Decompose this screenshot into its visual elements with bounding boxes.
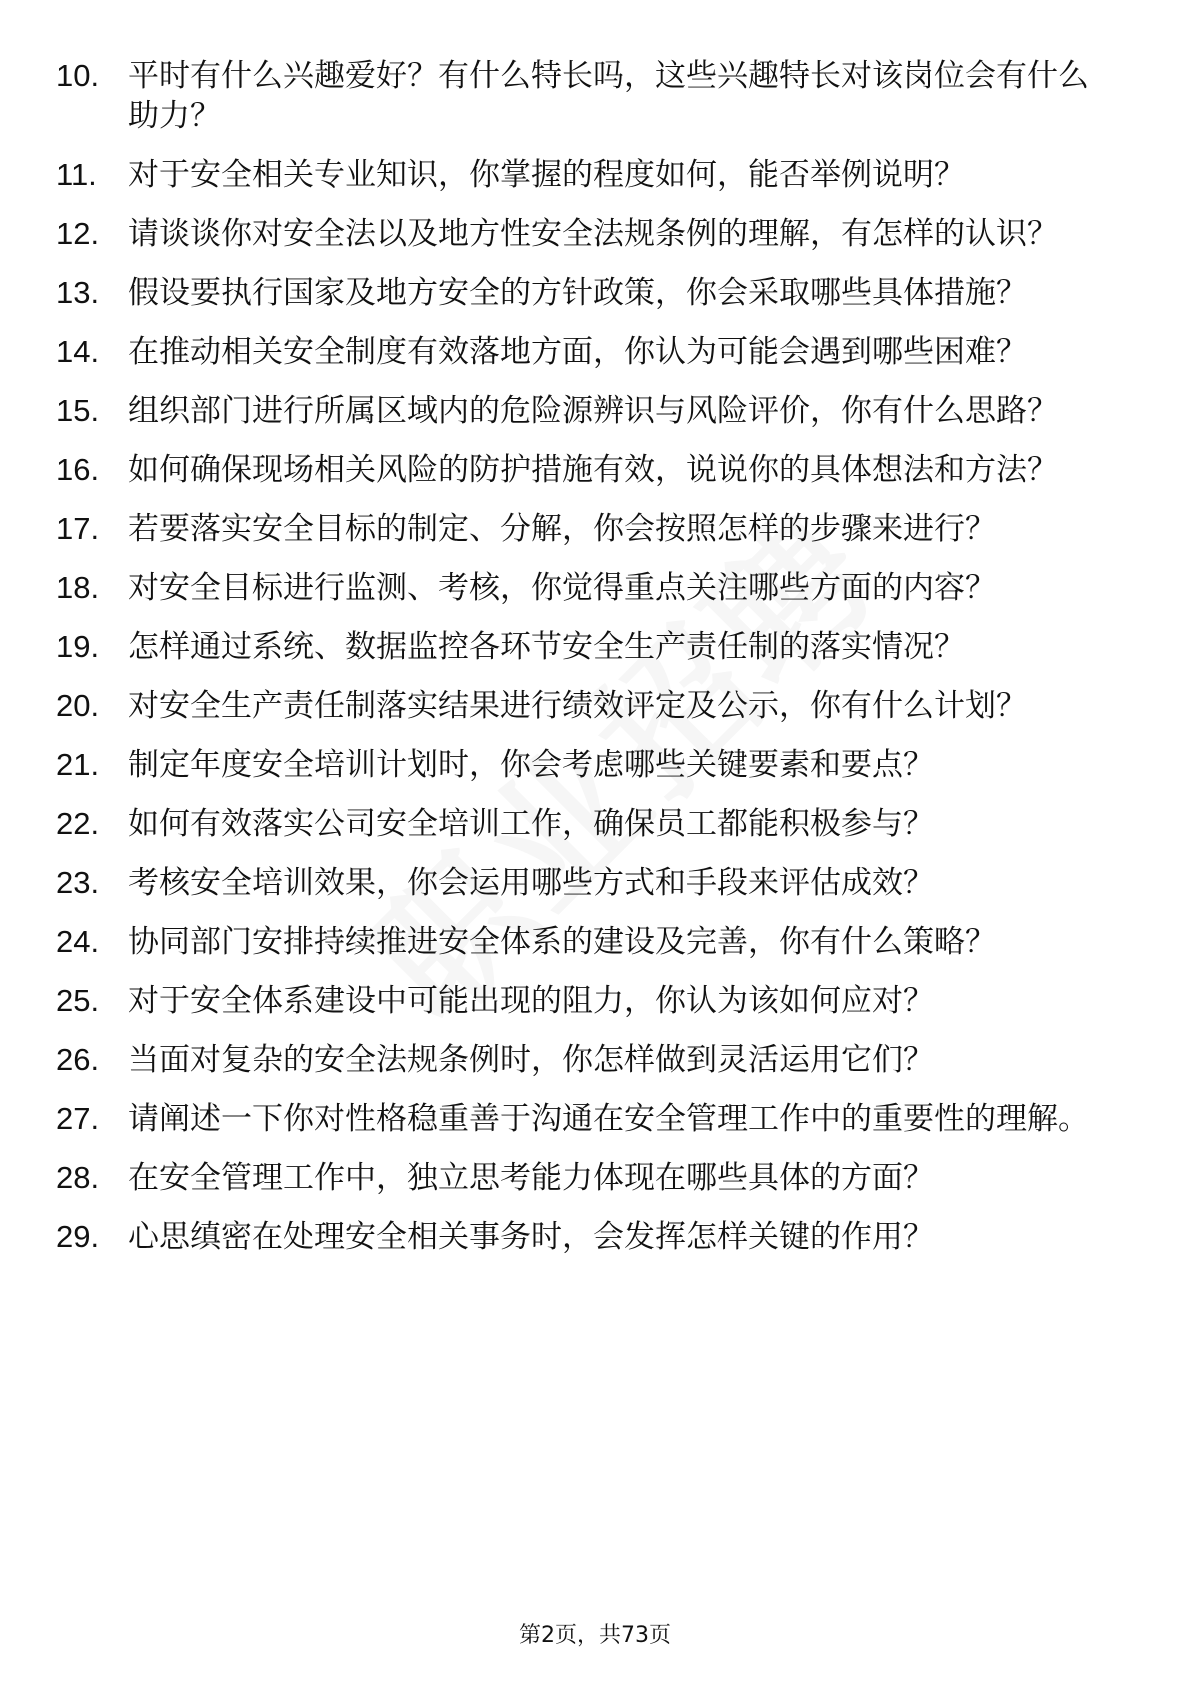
question-text: 对于安全相关专业知识，你掌握的程度如何，能否举例说明？ <box>128 157 965 193</box>
question-number: 23. <box>56 865 100 900</box>
question-text: 请阐述一下你对性格稳重善于沟通在安全管理工作中的重要性的理解。 <box>128 1101 1089 1137</box>
question-number: 13. <box>56 275 100 310</box>
list-item <box>0 804 1190 844</box>
list-item <box>0 450 1190 490</box>
question-number: 24. <box>56 924 100 959</box>
question-text: 组织部门进行所属区域内的危险源辨识与风险评价，你有什么思路？ <box>128 393 1058 429</box>
question-number: 16. <box>56 452 100 487</box>
question-text: 对于安全体系建设中可能出现的阻力，你认为该如何应对？ <box>128 983 934 1019</box>
list-item <box>0 745 1190 785</box>
list-item <box>0 391 1190 431</box>
question-text: 在安全管理工作中，独立思考能力体现在哪些具体的方面？ <box>128 1160 934 1196</box>
question-number: 10. <box>56 58 100 93</box>
list-item <box>0 273 1190 313</box>
question-text: 如何有效落实公司安全培训工作，确保员工都能积极参与？ <box>128 806 934 842</box>
list-item <box>0 686 1190 726</box>
question-number: 14. <box>56 334 100 369</box>
question-number: 22. <box>56 806 100 841</box>
list-item <box>0 1158 1190 1198</box>
question-number: 19. <box>56 629 100 664</box>
list-item <box>0 509 1190 549</box>
question-text: 对安全生产责任制落实结果进行绩效评定及公示，你有什么计划？ <box>128 688 1027 724</box>
list-item <box>0 1040 1190 1080</box>
list-item <box>0 332 1190 372</box>
question-number: 11. <box>56 157 97 192</box>
question-text: 当面对复杂的安全法规条例时，你怎样做到灵活运用它们？ <box>128 1042 934 1078</box>
question-text: 制定年度安全培训计划时，你会考虑哪些关键要素和要点？ <box>128 747 934 783</box>
question-number: 27. <box>56 1101 100 1136</box>
question-number: 17. <box>56 511 100 546</box>
question-list <box>0 56 1190 1276</box>
question-number: 20. <box>56 688 100 723</box>
question-number: 28. <box>56 1160 100 1195</box>
list-item <box>0 1099 1190 1139</box>
question-text: 考核安全培训效果，你会运用哪些方式和手段来评估成效？ <box>128 865 934 901</box>
list-item <box>0 155 1190 195</box>
question-number: 26. <box>56 1042 100 1077</box>
question-text: 平时有什么兴趣爱好？有什么特长吗，这些兴趣特长对该岗位会有什么助力？ <box>128 58 1089 134</box>
list-item <box>0 1217 1190 1257</box>
question-text: 如何确保现场相关风险的防护措施有效，说说你的具体想法和方法？ <box>128 452 1058 488</box>
question-number: 18. <box>56 570 100 605</box>
question-number: 21. <box>56 747 100 782</box>
question-text: 协同部门安排持续推进安全体系的建设及完善，你有什么策略？ <box>128 924 996 960</box>
list-item <box>0 981 1190 1021</box>
list-item <box>0 863 1190 903</box>
question-text: 在推动相关安全制度有效落地方面，你认为可能会遇到哪些困难？ <box>128 334 1027 370</box>
page-number-label: 第2页，共73页 <box>519 1623 671 1648</box>
list-item <box>0 56 1190 136</box>
question-number: 25. <box>56 983 100 1018</box>
list-item <box>0 214 1190 254</box>
question-number: 15. <box>56 393 100 428</box>
question-text: 怎样通过系统、数据监控各环节安全生产责任制的落实情况？ <box>128 629 965 665</box>
question-text: 若要落实安全目标的制定、分解，你会按照怎样的步骤来进行？ <box>128 511 996 547</box>
list-item <box>0 627 1190 667</box>
question-number: 12. <box>56 216 100 251</box>
question-text: 对安全目标进行监测、考核，你觉得重点关注哪些方面的内容？ <box>128 570 996 606</box>
page-footer <box>0 1622 1190 1650</box>
list-item <box>0 568 1190 608</box>
question-text: 心思缜密在处理安全相关事务时，会发挥怎样关键的作用？ <box>128 1219 934 1255</box>
list-item <box>0 922 1190 962</box>
question-text: 假设要执行国家及地方安全的方针政策，你会采取哪些具体措施？ <box>128 275 1027 311</box>
question-number: 29. <box>56 1219 100 1254</box>
question-text: 请谈谈你对安全法以及地方性安全法规条例的理解，有怎样的认识？ <box>128 216 1058 252</box>
